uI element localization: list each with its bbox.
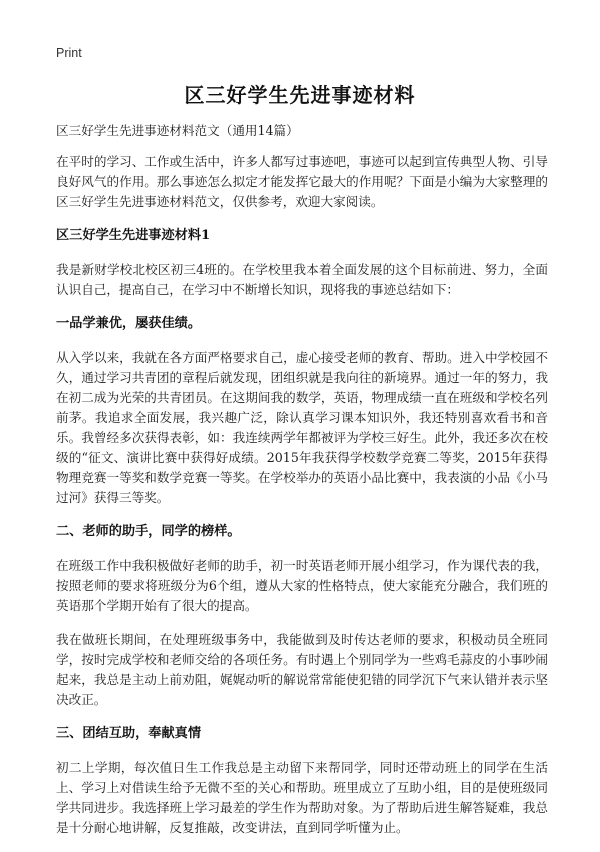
part2-paragraph-2: 我在做班长期间，在处理班级事务中，我能做到及时传达老师的要求，积极动员全班同学，按时完成学校和老师交给的各项任务。有时遇上个别同学为一些鸡毛蒜皮的小事吵闹起来，我总是主动上前劝阻，娓娓动听的解说常常能使犯错的同学沉下气来认错并表示坚决改正。: [56, 632, 548, 707]
document-body: [56, 121, 548, 852]
document-title: 区三好学生先进事迹材料: [184, 83, 416, 107]
section1-intro-paragraph: 我是新财学校北校区初三4班的。在学校里我本着全面发展的这个目标前进、努力，全面认识自己，提高自己，在学习中不断增长知识，现将我的事迹总结如下：: [56, 262, 548, 297]
part2-paragraph-1: 在班级工作中我积极做好老师的助手，初一时英语老师开展小组学习，作为课代表的我，按照老师的要求将班级分为6个组，遵从大家的性格特点，使大家能充分融合，我们班的英语那个学期开始有了很大的提高。: [56, 558, 548, 613]
document-subtitle: 区三好学生先进事迹材料范文（通用14篇）: [56, 123, 299, 138]
print-label[interactable]: Print: [56, 46, 82, 60]
section1-heading: 区三好学生先进事迹材料1: [56, 228, 211, 243]
part2-heading: 二、老师的助手，同学的榜样。: [56, 524, 241, 539]
intro-paragraph: 在平时的学习、工作或生活中，许多人都写过事迹吧，事迹可以起到宣传典型人物、引导良好风气的作用。那么事迹怎么拟定才能发挥它最大的作用呢？下面是小编为大家整理的区三好学生先进事迹材料范文，仅供参考，欢迎大家阅读。: [56, 154, 548, 209]
part1-heading: 一品学兼优，屡获佳绩。: [56, 316, 202, 331]
part3-heading: 三、团结互助，奉献真情: [56, 726, 202, 741]
part1-paragraph: 从入学以来，我就在各方面严格要求自己，虚心接受老师的教育、帮助。进入中学校园不久，通过学习共青团的章程后就发现，团组织就是我向往的新境界。通过一年的努力，我在初二成为光荣的共青团员。在这期间我的数学，英语，物理成绩一直在班级和学校名列前茅。我追求全面发展，我兴趣广泛，除认真学习课本知识外，我还特别喜欢看书和音乐。我曾经多次获得表彰，如：我连续两学年都被评为学校三好生。此外，我还多次在校级的“征文、演讲比赛中获得好成绩。2015年我获得学校数学竞赛二等奖，2015年获得物理竞赛一等奖和数学竞赛一等奖。在学校举办的英语小品比赛中，我表演的小品《小马过河》获得三等奖。: [56, 350, 548, 505]
part3-paragraph: 初二上学期，每次值日生工作我总是主动留下来帮同学，同时还带动班上的同学在生活上、学习上对借读生给予无微不至的关心和帮助。班里成立了互助小组，目的是使班级同学共同进步。我选择班上学习最差的学生作为帮助对象。为了帮助后进生解答疑难，我总是十分耐心地讲解，反复推敲，改变讲法，直到同学听懂为止。: [56, 760, 548, 835]
